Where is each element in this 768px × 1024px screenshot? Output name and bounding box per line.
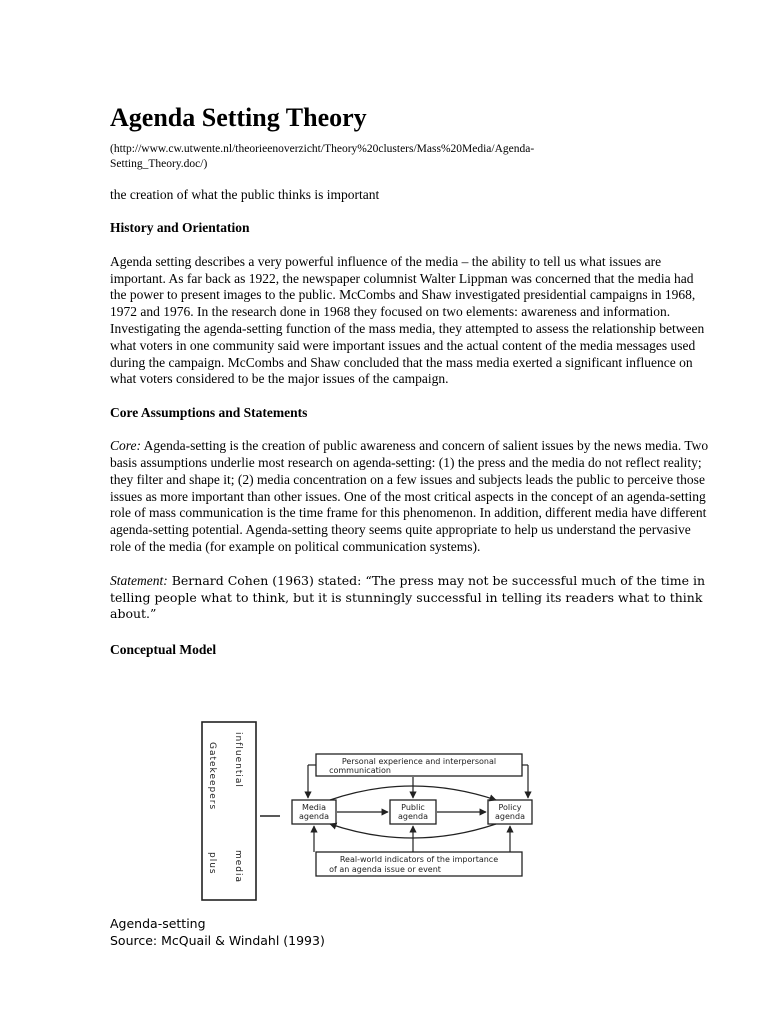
- statement-paragraph: [110, 573, 710, 623]
- document-page: [110, 100, 710, 658]
- statement-label: Statement:: [110, 572, 168, 588]
- public-agenda-line2: agenda: [398, 812, 428, 821]
- core-paragraph: [110, 438, 710, 556]
- document-title: Agenda Setting Theory: [110, 103, 367, 132]
- statement-body: Bernard Cohen (1963) stated: “The press may not be successful much of the time in telling people what to think, but it is stunningly successful in telling its readers what to think about.”: [110, 572, 706, 622]
- history-body: Agenda setting describes a very powerful influence of the media – the ability to tell us what issues are important. As far back as 1922, the newspaper columnist Walter Lippman was concerned that the media had the power to present images to the public. McCombs and Shaw investigated presidential campaigns in 1968, 1972 and 1976. In the research done in 1968 they focused on two elements: awareness and information. Investigating the agenda-setting function of the mass media, they attempted to assess the relationship between what voters in one community said were important issues and the actual content of the media messages used during the campaign. McCombs and Shaw concluded that the mass media exerted a significant influence on what voters considered to be the major issues of the campaign.: [110, 253, 705, 387]
- public-agenda-line1: Public: [401, 803, 425, 812]
- source-url: (http://www.cw.utwente.nl/theorieenoverzicht/Theory%20clusters/Mass%20Media/Agenda-Setting_Theory.doc/): [110, 143, 535, 170]
- core-heading: Core Assumptions and Statements: [110, 405, 308, 421]
- history-heading: History and Orientation: [110, 219, 250, 235]
- figure-caption: [110, 915, 325, 949]
- policy-agenda-line1: Policy: [498, 803, 522, 812]
- media-agenda-line2: agenda: [299, 812, 329, 821]
- real-world-line2: of an agenda issue or event: [329, 865, 441, 874]
- caption-title: Agenda-setting: [110, 916, 206, 931]
- personal-experience-line1: Personal experience and interpersonal: [341, 757, 497, 766]
- policy-agenda-line2: agenda: [495, 812, 525, 821]
- gatekeepers-text: Gatekeepers: [207, 742, 217, 811]
- conceptual-model-diagram: [180, 712, 550, 910]
- tagline: the creation of what the public thinks is important: [110, 187, 380, 202]
- model-heading: Conceptual Model: [110, 642, 217, 658]
- plus-text: plus: [207, 852, 217, 875]
- real-world-line1: Real-world indicators of the importance: [339, 855, 499, 864]
- core-label: Core:: [110, 438, 141, 454]
- personal-experience-line2: communication: [329, 766, 391, 775]
- media-agenda-line1: Media: [301, 803, 327, 812]
- influential-text: influential: [233, 732, 243, 788]
- core-body: Agenda-setting is the creation of public awareness and concern of salient issues by the news media. Two basis assumptions underlie most research on agenda-setting: (1) the press and the media do not reflect reality; they filter and shape it; (2) media concentration on a few issues and subjects leads the public to perceive those issues as more important than other issues. One of the most critical aspects in the concept of an agenda-setting role of mass communication is the time frame for this phenomenon. In addition, different media have different agenda-setting potential. Agenda-setting theory seems quite appropriate to help us understand the pervasive role of the media (for example on political communication systems).: [110, 438, 709, 554]
- caption-source: Source: McQuail & Windahl (1993): [110, 933, 325, 948]
- media-text: media: [233, 850, 243, 884]
